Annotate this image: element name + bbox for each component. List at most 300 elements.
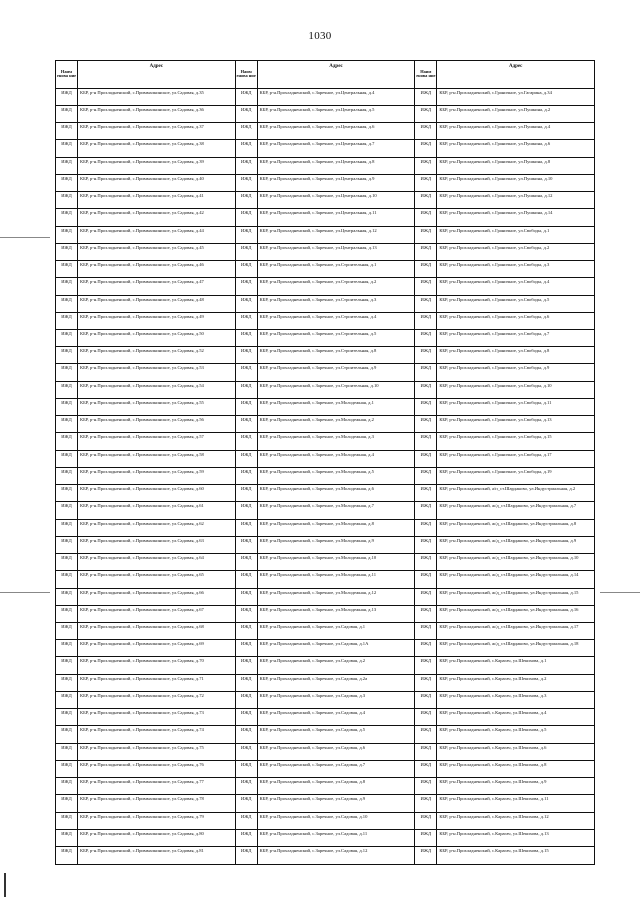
address-cell: КБР, р-н.Прохладненский, с.Приммалкинское, ул.Садовая, д.60	[80, 486, 204, 492]
object-type: ИЖД	[236, 313, 258, 329]
address-cell: КБР, р-н.Прохладненский, ж/д_ст.Шардаково, ул.Индустриальная, д.16	[439, 606, 579, 612]
table-row	[56, 606, 235, 623]
address-cell: КБР, р-н.Прохладненский, с.Заречное, ул.Молодежная, д.1	[259, 399, 374, 405]
address-cell: КБР, р-н.Прохладненский, с.Приммалкинское, ул.Садовая, д.61	[80, 503, 204, 509]
table-row	[236, 364, 415, 381]
object-type: ИЖД	[415, 382, 437, 398]
address-cell: КБР, р-н.Прохладненский, с.Приммалкинское, ул.Садовая, д.53	[80, 365, 204, 371]
table-row	[415, 296, 594, 313]
address-cell: КБР, р-н.Прохладненский, с.Приммалкинское, ул.Садовая, д.80	[80, 830, 204, 836]
address-cell: КБР, р-н.Прохладненский, с.Карагач, ул.Шекихова, д.13	[439, 830, 549, 836]
address-cell: КБР, р-н.Прохладненский, с.Граничное, ул.Свободы, д.11	[439, 399, 552, 405]
object-type: ИЖД	[415, 364, 437, 380]
table-row	[415, 485, 594, 502]
object-type: ИЖД	[56, 571, 78, 587]
object-type: ИЖД	[56, 261, 78, 277]
table-row	[56, 382, 235, 399]
table-row	[415, 175, 594, 192]
object-type: ИЖД	[56, 399, 78, 415]
address-cell: КБР, р-н.Прохладненский, с.Заречное, ул.Молодежная, д.2	[259, 417, 374, 423]
table-row	[236, 709, 415, 726]
object-type: ИЖД	[56, 813, 78, 829]
address-cell: КБР, р-н.Прохладненский, с.Заречное, ул.Садовая, д.5	[259, 727, 366, 733]
object-type: ИЖД	[415, 589, 437, 605]
table-row	[415, 502, 594, 519]
table-row	[236, 468, 415, 485]
address-cell: КБР, р-н.Прохладненский, с.Приммалкинское, ул.Садовая, д.65	[80, 572, 204, 578]
address-cell: КБР, р-н.Прохладненский, с.Граничное, ул.Свободы, д.17	[439, 451, 552, 457]
table-row	[236, 623, 415, 640]
address-cell: КБР, р-н.Прохладненский, ж/д_ст.Шардаково, ул.Индустриальная, д.10	[439, 555, 579, 561]
table-row	[56, 261, 235, 278]
address-cell: КБР, р-н.Прохладненский, с.Граничное, ул.Свободы, д.8	[439, 348, 550, 354]
address-cell: КБР, р-н.Прохладненский, с.Приммалкинское, ул.Садовая, д.52	[80, 348, 204, 354]
table-row	[56, 502, 235, 519]
object-type: ИЖД	[415, 347, 437, 363]
address-cell: КБР, р-н.Прохладненский, с.Приммалкинское, ул.Садовая, д.46	[80, 262, 204, 268]
table-row	[415, 399, 594, 416]
table-row	[415, 657, 594, 674]
table-row	[56, 451, 235, 468]
address-cell: КБР, р-н.Прохладненский, с.Приммалкинское, ул.Садовая, д.59	[80, 468, 204, 474]
object-type: ИЖД	[236, 399, 258, 415]
object-type: ИЖД	[56, 606, 78, 622]
address-cell: КБР, р-н.Прохладненский, с.Карагач, ул.Шекихова, д.12	[439, 813, 549, 819]
table-row	[236, 726, 415, 743]
table-row	[236, 313, 415, 330]
object-type: ИЖД	[236, 106, 258, 122]
address-cell: КБР, р-н.Прохладненский, ж/д_ст.Шардаково, ул.Индустриальная, д.18	[439, 641, 579, 647]
address-cell: КБР, р-н.Прохладненский, с.Заречное, ул.Молодежная, д.9	[259, 537, 374, 543]
address-cell: КБР, р-н.Прохладненский, с.Приммалкинское, ул.Садовая, д.44	[80, 227, 204, 233]
object-type: ИЖД	[415, 502, 437, 518]
address-cell: КБР, р-н.Прохладненский, с.Заречное, ул.Центральная, д.8	[259, 158, 375, 164]
table-row	[415, 744, 594, 761]
address-cell: КБР, р-н.Прохладненский, с.Приммалкинское, ул.Садовая, д.62	[80, 520, 204, 526]
table-row	[415, 261, 594, 278]
object-type: ИЖД	[236, 278, 258, 294]
table-row	[56, 192, 235, 209]
table-row	[56, 813, 235, 830]
table-row	[56, 140, 235, 157]
table-row	[415, 209, 594, 226]
object-type: ИЖД	[236, 330, 258, 346]
address-cell: КБР, р-н.Прохладненский, с.Приммалкинское, ул.Садовая, д.36	[80, 106, 204, 112]
object-type: ИЖД	[56, 278, 78, 294]
address-cell: КБР, р-н.Прохладненский, с.Граничное, ул.Свободы, д.10	[439, 382, 552, 388]
object-type: ИЖД	[415, 192, 437, 208]
address-cell: КБР, р-н.Прохладненский, ж/д_ст.Шардаково, ул.Индустриальная, д.17	[439, 624, 579, 629]
table-row	[56, 554, 235, 571]
address-cell: КБР, р-н.Прохладненский, с.Приммалкинское, ул.Садовая, д.55	[80, 399, 204, 405]
table-row	[415, 640, 594, 657]
header-row	[56, 61, 235, 89]
address-cell: КБР, р-н.Прохладненский, с.Заречное, ул.Молодежная, д.12	[259, 589, 377, 595]
object-type: ИЖД	[236, 830, 258, 846]
address-cell: КБР, р-н.Прохладненский, с.Приммалкинское, ул.Садовая, д.73	[80, 710, 204, 716]
object-type: ИЖД	[236, 795, 258, 811]
table-row	[415, 761, 594, 778]
table-row	[415, 623, 594, 640]
object-type: ИЖД	[236, 692, 258, 708]
object-type: ИЖД	[56, 433, 78, 449]
object-type: ИЖД	[415, 795, 437, 811]
object-type: ИЖД	[415, 640, 437, 656]
table-row	[56, 278, 235, 295]
table-column-right	[415, 61, 594, 864]
address-cell: КБР, р-н.Прохладненский, с.Приммалкинское, ул.Садовая, д.41	[80, 193, 204, 199]
object-type: ИЖД	[236, 209, 258, 225]
address-cell: КБР, р-н.Прохладненский, с.Граничное, ул.Пушкина, д.4	[439, 124, 551, 130]
address-cell: КБР, р-н.Прохладненский, с.Приммалкинское, ул.Садовая, д.71	[80, 675, 204, 681]
table-row	[56, 692, 235, 709]
object-type: ИЖД	[236, 296, 258, 312]
address-cell: КБР, р-н.Прохладненский, с.Приммалкинское, ул.Садовая, д.45	[80, 244, 204, 250]
object-type: ИЖД	[236, 847, 258, 864]
object-type: ИЖД	[56, 313, 78, 329]
address-cell: КБР, р-н.Прохладненский, с.Приммалкинское, ул.Садовая, д.63	[80, 537, 204, 543]
table-row	[415, 589, 594, 606]
object-type: ИЖД	[415, 106, 437, 122]
address-cell: КБР, р-н.Прохладненский, с.Заречное, ул.Центральная, д.5	[259, 106, 375, 112]
object-type: ИЖД	[56, 744, 78, 760]
address-cell: КБР, р-н.Прохладненский, с.Приммалкинское, ул.Садовая, д.81	[80, 848, 204, 854]
object-type: ИЖД	[415, 675, 437, 691]
object-type: ИЖД	[56, 158, 78, 174]
address-cell: КБР, р-н.Прохладненский, с.Граничное, ул.Свободы, д.3	[439, 262, 550, 268]
object-type: ИЖД	[56, 554, 78, 570]
table-row	[236, 485, 415, 502]
table-row	[56, 468, 235, 485]
object-type: ИЖД	[56, 192, 78, 208]
object-type: ИЖД	[236, 433, 258, 449]
object-type: ИЖД	[415, 554, 437, 570]
object-type: ИЖД	[236, 744, 258, 760]
address-cell: КБР, р-н.Прохладненский, с.Приммалкинское, ул.Садовая, д.66	[80, 589, 204, 595]
address-cell: КБР, р-н.Прохладненский, с.Заречное, ул.Центральная, д.10	[259, 193, 377, 199]
address-cell: КБР, р-н.Прохладненский, с.Заречное, ул.Строительная, д.9	[259, 365, 377, 371]
object-type: ИЖД	[415, 537, 437, 553]
table-row	[415, 709, 594, 726]
object-type: ИЖД	[56, 347, 78, 363]
address-cell: КБР, р-н.Прохладненский, с.Заречное, ул.Строительная, д.3	[259, 296, 377, 302]
address-cell: КБР, р-н.Прохладненский, с.Заречное, ул.Садовая, д.4	[259, 710, 366, 716]
object-type: ИЖД	[236, 623, 258, 639]
table-row	[415, 606, 594, 623]
address-cell: КБР, р-н.Прохладненский, с.Граничное, ул.Свободы, д.19	[439, 468, 552, 474]
object-type: ИЖД	[415, 744, 437, 760]
object-type: ИЖД	[415, 261, 437, 277]
object-type: ИЖД	[415, 330, 437, 346]
address-cell: КБР, р-н.Прохладненский, с.Заречное, ул.Молодежная, д.3	[259, 434, 374, 440]
address-cell: КБР, р-н.Прохладненский, с.Граничное, ул.Свободы, д.5	[439, 296, 550, 302]
margin-mark-left	[0, 592, 50, 593]
table-row	[56, 726, 235, 743]
margin-mark-right	[600, 592, 640, 593]
address-cell: КБР, р-н.Прохладненский, с.Заречное, ул.Садовая, д.11	[259, 830, 368, 836]
address-cell: КБР, р-н.Прохладненский, с.Заречное, ул.Молодежная, д.10	[259, 555, 377, 561]
table-row	[236, 537, 415, 554]
table-row	[236, 692, 415, 709]
table-row	[415, 795, 594, 812]
header-address: Адрес	[508, 64, 523, 69]
table-row	[415, 520, 594, 537]
table-row	[236, 278, 415, 295]
object-type: ИЖД	[56, 451, 78, 467]
object-type: ИЖД	[56, 640, 78, 656]
table-row	[236, 347, 415, 364]
object-type: ИЖД	[415, 89, 437, 105]
object-type: ИЖД	[56, 692, 78, 708]
header-address: Адрес	[329, 64, 343, 69]
object-type: ИЖД	[56, 209, 78, 225]
address-cell: КБР, р-н.Прохладненский, а/п_ст.Шардаково, ул.Индустриальная, д.2	[439, 486, 576, 492]
address-cell: КБР, р-н.Прохладненский, с.Граничное, ул.Свободы, д.1	[439, 227, 550, 233]
object-type: ИЖД	[56, 537, 78, 553]
address-cell: КБР, р-н.Прохладненский, с.Граничное, ул.Свободы, д.13	[439, 417, 552, 423]
address-cell: КБР, р-н.Прохладненский, с.Граничное, ул.Пушкина, д.14	[439, 210, 553, 216]
table-row	[236, 330, 415, 347]
header-row	[415, 61, 594, 89]
table-row	[56, 571, 235, 588]
object-type: ИЖД	[415, 433, 437, 449]
address-cell: КБР, р-н.Прохладненский, с.Приммалкинское, ул.Садовая, д.57	[80, 434, 204, 440]
object-type: ИЖД	[415, 158, 437, 174]
table-row	[56, 640, 235, 657]
table-row	[236, 606, 415, 623]
address-cell: КБР, р-н.Прохладненский, с.Приммалкинское, ул.Садовая, д.38	[80, 141, 204, 147]
table-row	[56, 106, 235, 123]
table-row	[236, 571, 415, 588]
address-cell: КБР, р-н.Прохладненский, с.Приммалкинское, ул.Садовая, д.69	[80, 641, 204, 647]
table-row	[56, 123, 235, 140]
table-row	[236, 106, 415, 123]
table-row	[236, 554, 415, 571]
object-type: ИЖД	[415, 296, 437, 312]
object-type: ИЖД	[236, 192, 258, 208]
table-row	[415, 347, 594, 364]
address-cell: КБР, р-н.Прохладненский, с.Заречное, ул.Центральная, д.13	[259, 244, 377, 250]
table-row	[236, 175, 415, 192]
object-type: ИЖД	[415, 778, 437, 794]
table-row	[236, 382, 415, 399]
address-cell: КБР, р-н.Прохладненский, с.Приммалкинское, ул.Садовая, д.42	[80, 210, 204, 216]
address-cell: КБР, р-н.Прохладненский, с.Приммалкинское, ул.Садовая, д.76	[80, 761, 204, 767]
table-row	[415, 106, 594, 123]
object-type: ИЖД	[236, 347, 258, 363]
table-row	[56, 657, 235, 674]
table-row	[415, 813, 594, 830]
object-type: ИЖД	[415, 399, 437, 415]
table-row	[56, 89, 235, 106]
address-cell: КБР, р-н.Прохладненский, с.Карагач, ул.Шекихова, д.8	[439, 761, 547, 767]
table-row	[415, 537, 594, 554]
object-type: ИЖД	[236, 89, 258, 105]
object-type: ИЖД	[415, 520, 437, 536]
object-type: ИЖД	[415, 227, 437, 243]
table-row	[56, 485, 235, 502]
object-type: ИЖД	[415, 761, 437, 777]
table-row	[236, 451, 415, 468]
address-cell: КБР, р-н.Прохладненский, с.Приммалкинское, ул.Садовая, д.74	[80, 727, 204, 733]
object-type: ИЖД	[56, 140, 78, 156]
address-table	[55, 60, 595, 865]
table-row	[236, 830, 415, 847]
table-row	[56, 623, 235, 640]
object-type: ИЖД	[415, 209, 437, 225]
object-type: ИЖД	[56, 227, 78, 243]
object-type: ИЖД	[415, 709, 437, 725]
address-cell: КБР, р-н.Прохладненский, с.Приммалкинское, ул.Садовая, д.70	[80, 658, 204, 664]
object-type: ИЖД	[56, 106, 78, 122]
object-type: ИЖД	[236, 158, 258, 174]
table-row	[56, 675, 235, 692]
object-type: ИЖД	[56, 761, 78, 777]
table-row	[415, 468, 594, 485]
object-type: ИЖД	[236, 709, 258, 725]
address-cell: КБР, р-н.Прохладненский, с.Заречное, ул.Строительная, д.4	[259, 313, 377, 319]
table-row	[236, 675, 415, 692]
address-cell: КБР, р-н.Прохладненский, с.Заречное, ул.Строительная, д.8	[259, 348, 377, 354]
object-type: ИЖД	[415, 657, 437, 673]
table-row	[56, 709, 235, 726]
table-row	[56, 537, 235, 554]
object-type: ИЖД	[236, 175, 258, 191]
address-cell: КБР, р-н.Прохладненский, с.Заречное, ул.Садовая, д.7	[259, 761, 366, 767]
address-cell: КБР, р-н.Прохладненский, с.Приммалкинское, ул.Садовая, д.54	[80, 382, 204, 388]
address-cell: КБР, р-н.Прохладненский, с.Карагач, ул.Шекихова, д.6	[439, 744, 547, 750]
address-cell: КБР, р-н.Прохладненский, с.Граничное, ул.Гагарина, д.34	[439, 89, 552, 95]
object-type: ИЖД	[236, 571, 258, 587]
address-cell: КБР, р-н.Прохладненский, с.Заречное, ул.Садовая, д.12	[259, 848, 368, 854]
object-type: ИЖД	[236, 382, 258, 398]
table-row	[56, 761, 235, 778]
table-row	[415, 830, 594, 847]
object-type: ИЖД	[415, 140, 437, 156]
table-row	[56, 795, 235, 812]
address-cell: КБР, р-н.Прохладненский, с.Граничное, ул.Свободы, д.4	[439, 279, 550, 285]
object-type: ИЖД	[236, 726, 258, 742]
object-type: ИЖД	[236, 416, 258, 432]
object-type: ИЖД	[236, 606, 258, 622]
address-cell: КБР, р-н.Прохладненский, с.Карагач, ул.Шекихова, д.11	[439, 796, 549, 802]
address-cell: КБР, р-н.Прохладненский, ж/д_ст.Шардаково, ул.Индустриальная, д.15	[439, 589, 579, 595]
table-row	[56, 227, 235, 244]
table-row	[415, 278, 594, 295]
address-cell: КБР, р-н.Прохладненский, с.Приммалкинское, ул.Садовая, д.72	[80, 692, 204, 698]
address-cell: КБР, р-н.Прохладненский, с.Приммалкинское, ул.Садовая, д.67	[80, 606, 204, 612]
address-cell: КБР, р-н.Прохладненский, с.Приммалкинское, ул.Садовая, д.48	[80, 296, 204, 302]
object-type: ИЖД	[236, 123, 258, 139]
address-cell: КБР, р-н.Прохладненский, с.Приммалкинское, ул.Садовая, д.77	[80, 779, 204, 785]
table-row	[236, 795, 415, 812]
object-type: ИЖД	[56, 416, 78, 432]
address-cell: КБР, р-н.Прохладненский, с.Заречное, ул.Садовая, д.2	[259, 658, 366, 664]
object-type: ИЖД	[56, 175, 78, 191]
table-row	[415, 244, 594, 261]
address-cell: КБР, р-н.Прохладненский, с.Заречное, ул.Строительная, д.1	[259, 262, 377, 268]
object-type: ИЖД	[236, 140, 258, 156]
address-cell: КБР, р-н.Прохладненский, с.Граничное, ул.Свободы, д.2	[439, 244, 550, 250]
address-cell: КБР, р-н.Прохладненский, с.Заречное, ул.Центральная, д.12	[259, 227, 377, 233]
object-type: ИЖД	[56, 623, 78, 639]
address-cell: КБР, р-н.Прохладненский, с.Карагач, ул.Шекихова, д.9	[439, 779, 547, 785]
address-cell: КБР, р-н.Прохладненский, с.Заречное, ул.Центральная, д.7	[259, 141, 375, 147]
address-cell: КБР, р-н.Прохладненский, с.Карагач, ул.Шекихова, д.3	[439, 692, 547, 698]
table-row	[415, 433, 594, 450]
table-row	[415, 554, 594, 571]
table-row	[56, 589, 235, 606]
address-cell: КБР, р-н.Прохладненский, с.Граничное, ул.Пушкина, д.6	[439, 141, 551, 147]
table-row	[56, 175, 235, 192]
object-type: ИЖД	[415, 468, 437, 484]
table-row	[56, 744, 235, 761]
object-type: ИЖД	[56, 485, 78, 501]
object-type: ИЖД	[415, 692, 437, 708]
table-row	[56, 433, 235, 450]
address-cell: КБР, р-н.Прохладненский, с.Граничное, ул.Свободы, д.7	[439, 331, 550, 337]
address-cell: КБР, р-н.Прохладненский, с.Заречное, ул.Центральная, д.9	[259, 175, 375, 181]
table-row	[236, 589, 415, 606]
address-cell: КБР, р-н.Прохладненский, с.Заречное, ул.Центральная, д.11	[259, 210, 377, 216]
address-cell: КБР, р-н.Прохладненский, с.Заречное, ул.Садовая, д.9	[259, 796, 366, 802]
table-row	[236, 192, 415, 209]
table-row	[415, 382, 594, 399]
object-type: ИЖД	[236, 640, 258, 656]
object-type: ИЖД	[56, 89, 78, 105]
object-type: ИЖД	[56, 296, 78, 312]
address-cell: КБР, р-н.Прохладненский, с.Заречное, ул.Молодежная, д.8	[259, 520, 374, 526]
address-cell: КБР, р-н.Прохладненский, с.Граничное, ул.Пушкина, д.2	[439, 106, 551, 112]
table-row	[415, 158, 594, 175]
object-type: ИЖД	[415, 813, 437, 829]
address-cell: КБР, р-н.Прохладненский, с.Граничное, ул.Свободы, д.15	[439, 434, 552, 440]
address-cell: КБР, р-н.Прохладненский, ж/д_ст.Шардаково, ул.Индустриальная, д.14	[439, 572, 579, 578]
object-type: ИЖД	[236, 657, 258, 673]
table-row	[236, 657, 415, 674]
address-cell: КБР, р-н.Прохладненский, с.Граничное, ул.Пушкина, д.12	[439, 193, 553, 199]
table-row	[236, 520, 415, 537]
table-row	[236, 778, 415, 795]
table-column-middle	[236, 61, 416, 864]
header-row	[236, 61, 415, 89]
table-row	[415, 140, 594, 157]
address-cell: КБР, р-н.Прохладненский, с.Заречное, ул.Садовая, д.1А	[259, 641, 369, 647]
table-row	[56, 364, 235, 381]
address-cell: КБР, р-н.Прохладненский, с.Карагач, ул.Шекихова, д.5	[439, 727, 547, 733]
object-type: ИЖД	[415, 623, 437, 639]
table-row	[56, 209, 235, 226]
address-cell: КБР, р-н.Прохладненский, с.Приммалкинское, ул.Садовая, д.56	[80, 417, 204, 423]
table-row	[236, 416, 415, 433]
address-cell: КБР, р-н.Прохладненский, с.Приммалкинское, ул.Садовая, д.47	[80, 279, 204, 285]
table-row	[236, 640, 415, 657]
table-row	[236, 813, 415, 830]
address-cell: КБР, р-н.Прохладненский, ж/д_ст.Шардаково, ул.Индустриальная, д.8	[439, 520, 577, 526]
table-row	[236, 158, 415, 175]
object-type: ИЖД	[56, 468, 78, 484]
object-type: ИЖД	[56, 123, 78, 139]
table-row	[415, 192, 594, 209]
object-type: ИЖД	[415, 278, 437, 294]
table-row	[236, 433, 415, 450]
table-row	[236, 761, 415, 778]
table-column-left	[56, 61, 236, 864]
object-type: ИЖД	[56, 830, 78, 846]
address-cell: КБР, р-н.Прохладненский, с.Карагач, ул.Шекихова, д.15	[439, 848, 549, 854]
object-type: ИЖД	[236, 537, 258, 553]
object-type: ИЖД	[56, 364, 78, 380]
